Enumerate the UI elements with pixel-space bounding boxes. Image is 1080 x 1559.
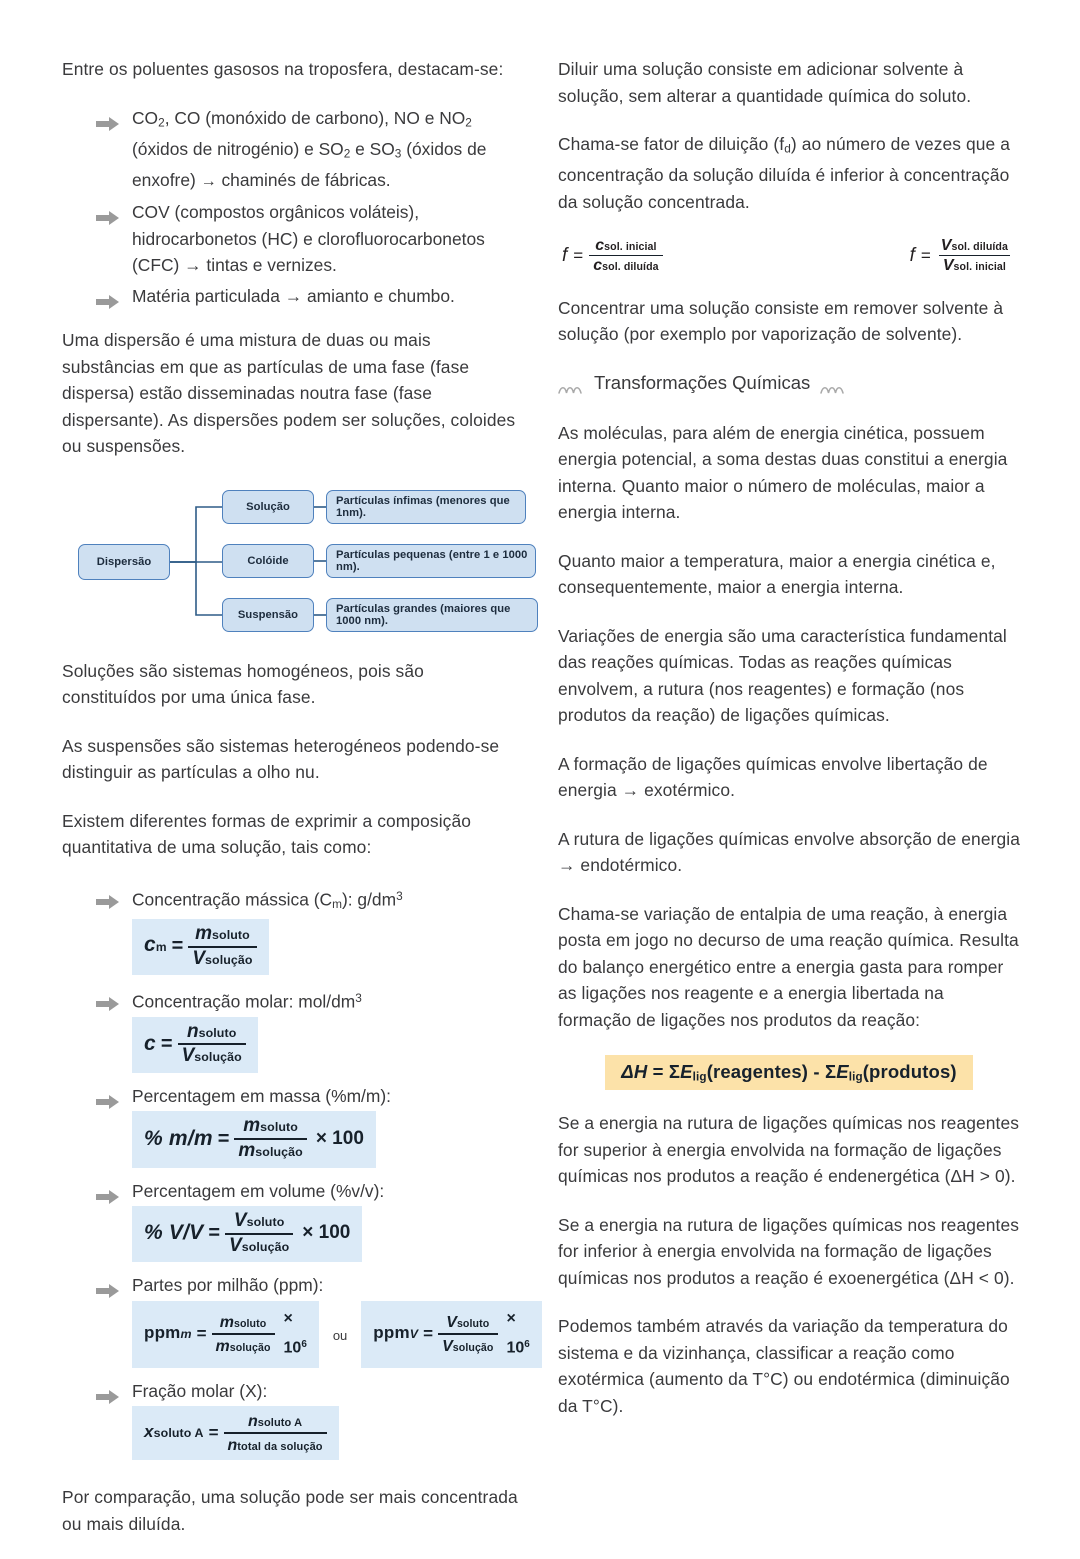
arrow-bullet-icon (96, 290, 122, 304)
solutions-paragraph: Soluções são sistemas homogéneos, pois são constituídos por uma única fase. (62, 660, 424, 708)
formula-percentagem-massa: % m/m = $\frac{\text{msoluto}}{\text{msolução}}$ × 100 (132, 1111, 376, 1167)
suspensions-paragraph: As suspensões são sistemas heterogéneos podendo-se distinguir as partículas a olho nu. (62, 735, 500, 783)
list-item (96, 283, 522, 310)
closing-paragraph: Por comparação, uma solução pode ser mais concentrada ou mais diluída. (62, 1487, 518, 1534)
diagram-description-label: Partículas pequenas (entre 1 e 1000 nm). (336, 548, 528, 573)
temperature-classification-paragraph: Podemos também através da variação da temperatura do sistema e da vizinhança, classificar a reação como exotérmica (aumento da T°C) ou endotérmica (diminuição da T°C). (558, 1316, 1010, 1416)
diagram-branch-box-coloide (222, 544, 314, 578)
diagram-description-box-solucao (326, 490, 526, 524)
diagram-description-label: Partículas grandes (maiores que 1000 nm). (336, 602, 511, 627)
list-item-label: $CO_2$, CO (monóxido de carbono), NO e $NO_2$ (óxidos de nitrogénio) e $SO_2$ e $SO_3$ (óxidos de enxofre) → chaminés de fábricas. (132, 107, 487, 190)
arrow-bullet-icon (96, 206, 122, 220)
arrow-bullet-icon (96, 1279, 122, 1293)
exoenergetic-paragraph: Se a energia na rutura de ligações químicas nos reagentes for inferior à energia envolvida na formação de ligações químicas nos produtos a reação é exoenergética (ΔH < 0). (558, 1214, 1020, 1288)
list-item (96, 1083, 522, 1174)
list-item (96, 1272, 530, 1374)
arrow-bullet-icon (96, 1385, 122, 1399)
diagram-description-box-coloide (326, 544, 536, 578)
pollutants-intro-paragraph: Entre os poluentes gasosos na troposfera, destacam-se: (62, 59, 504, 79)
temperature-energy-paragraph: Quanto maior a temperatura, maior a energia cinética e, consequentemente, maior a energia interna. (558, 550, 996, 598)
list-item-label: Matéria particulada → amianto e chumbo. (132, 285, 455, 306)
diagram-root-label: Dispersão (96, 555, 152, 568)
diagram-branch-label: Suspensão (237, 608, 299, 621)
formula-fator-diluicao-concentracoes: f = $\frac{\text{csol. inicial}}{\text{csol. diluída}}$ (562, 237, 663, 275)
section-heading-label: Transformações Químicas (594, 371, 811, 393)
diagram-root-box (78, 544, 170, 580)
formula-fracao-molar: xsoluto A = $\frac{\text{nsoluto A}}{\text{ntotal da solução}}$ (132, 1406, 339, 1460)
list-item-label: Fração molar (X): (132, 1380, 268, 1401)
energy-variation-paragraph: Variações de energia são uma característica fundamental das reações químicas. Todas as reações químicas envolvem, a rutura (nos reagentes) e formação (nos produtos da reação) de ligações químicas. (558, 625, 1007, 726)
dispersion-diagram (78, 482, 526, 642)
concentrate-paragraph: Concentrar uma solução consiste em remover solvente à solução (por exemplo por vaporização de solvente). (558, 297, 1004, 345)
list-item (96, 1178, 522, 1269)
bond-breaking-paragraph: A rutura de ligações químicas envolve absorção de energia → endotérmico. (558, 828, 1020, 876)
dilution-factor-paragraph: Chama-se fator de diluição $(f_d)$ ao número de vezes que a concentração da solução diluída é inferior à concentração da solução concentrada. (558, 134, 1011, 212)
formula-percentagem-volume: % V/V = $\frac{\text{Vsoluto}}{\text{Vsolução}}$ × 100 (132, 1206, 362, 1262)
diagram-branch-box-suspensao (222, 598, 314, 632)
arrow-bullet-icon (96, 112, 122, 126)
arrow-bullet-icon (96, 1185, 122, 1199)
formula-variacao-entalpia: $\Delta H = \Sigma E_{lig}(reagentes)$ - $\Sigma E_{lig}(produtos)$ (558, 1055, 1020, 1090)
dilute-paragraph: Diluir uma solução consiste em adicionar solvente à solução, sem alterar a quantidade química do soluto. (558, 59, 972, 106)
diagram-description-box-suspensao (326, 598, 538, 632)
formula-pair-ppm (132, 1299, 530, 1374)
arrow-bullet-icon (96, 992, 122, 1006)
enthalpy-definition-paragraph: Chama-se variação de entalpia de uma reação, à energia posta em jogo no decurso de uma reação química. Resulta do balanço energético entre a energia gasta para romper as ligações nos reagente e a energia libertada na formação de ligações nos produtos da reação: (558, 903, 1019, 1030)
list-item-label: Percentagem em volume (%v/v): (132, 1180, 385, 1201)
formula-fator-diluicao-volumes: f = $\frac{\text{Vsol. diluída}}{\text{Vsol. inicial}}$ (909, 237, 1008, 275)
formula-concentracao-molar: c = $\frac{\text{nsoluto}}{\text{Vsolução}}$ (132, 1017, 258, 1073)
right-column (558, 56, 1020, 1441)
list-item-label: Percentagem em massa (%m/m): (132, 1085, 391, 1106)
molecules-energy-paragraph: As moléculas, para além de energia cinética, possuem energia potencial, a soma destas duas constitui a energia interna. Quanto maior o número de moléculas, maior a energia interna. (558, 422, 1008, 523)
diagram-branch-label: Solução (246, 500, 290, 513)
dispersion-paragraph: Uma dispersão é uma mistura de duas ou mais substâncias em que as partículas de uma fase (fase dispersa) estão disseminadas noutra fase (fase dispersante). As dispersões podem ser soluções, coloides ou suspensões. (62, 330, 516, 457)
arrow-bullet-icon (96, 1090, 122, 1104)
formula-ppm-massa: ppmm = $\frac{\text{msoluto}}{\text{msolução}}$ × $10^6$ (132, 1301, 319, 1368)
formula-concentracao-massica: cm = $\frac{\text{msoluto}}{\text{Vsolução}}$ (132, 919, 269, 975)
arrow-bullet-icon (96, 890, 122, 904)
list-item-label: Partes por milhão (ppm): (132, 1275, 324, 1296)
bond-formation-paragraph: A formação de ligações químicas envolve libertação de energia → exotérmico. (558, 753, 988, 801)
formula-ppm-volume: ppmV = $\frac{\text{Vsoluto}}{\text{Vsolução}}$ × $10^6$ (361, 1301, 542, 1368)
composition-list (62, 883, 530, 1466)
two-column-layout (62, 56, 1030, 1559)
section-heading-transformacoes-quimicas (558, 370, 1020, 396)
flourish-icon (820, 377, 846, 389)
diagram-branch-box-solucao (222, 490, 314, 524)
list-item (96, 985, 522, 1079)
dilution-formula-row (558, 237, 1020, 275)
list-item (96, 105, 522, 196)
composition-intro-paragraph: Existem diferentes formas de exprimir a composição quantitativa de uma solução, tais como: (62, 810, 472, 858)
endoenergetic-paragraph: Se a energia na rutura de ligações químicas nos reagentes for superior à energia envolvida na formação de ligações químicas nos produtos a reação é endenergética (ΔH > 0). (558, 1113, 1020, 1187)
list-item (96, 883, 522, 981)
pollutants-list (62, 105, 522, 310)
left-column (62, 56, 530, 1559)
list-item (96, 1378, 522, 1466)
list-item-label: Concentração molar: mol/$dm^3$ (132, 991, 362, 1012)
list-item-label: Concentração mássica $(C_m)$: $g/dm^3$ (132, 888, 403, 911)
formula-connector-ou: ou (332, 1328, 348, 1343)
diagram-branch-label: Colóide (247, 554, 289, 567)
diagram-description-label: Partículas ínfimas (menores que 1nm). (336, 494, 510, 519)
list-item-label: COV (compostos orgânicos voláteis), hidrocarbonetos (HC) e clorofluorocarbonetos (CFC) → tintas e vernizes. (132, 202, 485, 276)
list-item (96, 199, 522, 279)
flourish-icon (558, 377, 584, 389)
